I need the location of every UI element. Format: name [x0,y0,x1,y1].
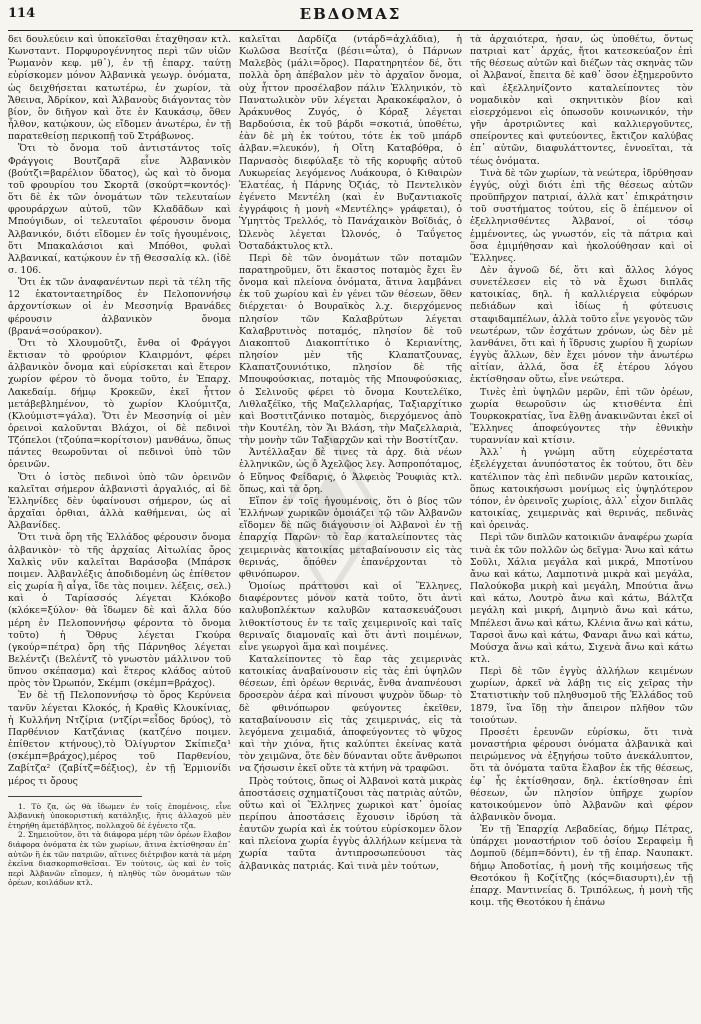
page-number: 114 [8,6,36,21]
paragraph: Ὅτι τινὰ ὄρη τῆς Ἑλλάδος φέρουσιν ὄνομα ἀλβανικὸν· τὸ τῆς ἀρχαίας Αἰτωλίας ὄρος Χαλκὶς νῦν καλεῖται Βαράσοβα (Μπάρσκ ποιμεν. Ἀλβανλέξις ἀποδιδομένη ὡς ἐπίθετον εἰς χωρία ἢ αἶγα, ἴδε τὰς ποιμεν. λέξεις, σελ.) καὶ ὁ Ταρίασσός λέγεται Κλόκοβο (κλόκε=ξύλον· θὰ ἴδωμεν δὲ καὶ ἄλλα δύο μέρη ἐν Πελοποννήσῳ φέροντα τὸ ὄνομα τοῦτο) ἡ Ὄθρυς λέγεται Γκούρα (γκούρ=πέτρα) ὄρη τῆς Πάρνηθος λέγεται Βελέντζι (Βελέντζ τὸ γνωστὸν μάλλινον τοῦ ὕπνου σκέπασμα) καὶ ἕτερος κλάδος αὐτοῦ πρὸς τὸν Ὠρωπόν, Σκέμπι (σκέμπ=βράχος). [8,532,231,690]
text-columns [8,34,693,1016]
paragraph: τὰ ἀρχαιότερα, ἦσαν, ὡς ὑποθέτω, ὄντως πατριαὶ κατ᾽ ἀρχάς, ἤτοι κατεσκεύαζον ἐπὶ τῆς θέσεως αὐτῶν καὶ διέζων τὰς σκηνὰς τῶν οἱ Ἀλβανοί, ἔπειτα δὲ καθ᾽ ὅσον ἐξημεροῦντο καὶ ἐξελληνίζοντο καταλείποντες τὸν νομαδικὸν καὶ σκηνιτικὸν βίον καὶ εἰσερχόμενοι εἰς ὁπωσοῦν κοινωνικόν, τὴν γῆν ἀροτριῶντες καὶ καλλιεργοῦντες, σπείροντες καὶ φυτεύοντες, ἔκτιζον καλύβας ἐπ᾽ αὐτῶν, διαφυλάττοντες, ἐννοεῖται, τὰ τέως ὀνόματα. [470,34,693,167]
page-header [8,4,693,31]
paragraph: Ὅτι ὁ ἰστὸς πεδινοὶ ὑπὸ τῶν ὀρεινῶν καλεῖται σήμερον ἀλβανιστὶ ἀργαλιός, αἱ δὲ Ἑλληνίδες δὲν ὑφαίνουσι σήμερον, ὡς αἱ ἀρχαῖαι ὀρθιαι, ἀλλὰ καθήμεναι, ὡς αἱ Ἀλβανίδες. [8,471,231,532]
paragraph: Ὅτι τὸ Χλουμοῦτζι, ἔνθα οἱ Φράγγοι ἔκτισαν τὸ φρούριον Κλαιρμόντ, φέρει ἀλβανικὸν ὄνομα καὶ εὑρίσκεται καὶ ἕτερον χωρίον φέρον τὸ ὄνομα τοῦτο, ἐν Ἐπαρχ. Λακεδαίμ. δήμῳ Κροκεῶν, ἐκεῖ ἦττον μετάβεβλημένον, τὸ χωρίον Κλούμιτζα, (Κλούμιστ=γάλα). Ὅτι ἐν Μεσσηνίᾳ οἱ μὲν ὀρεινοὶ καλοῦνται Βλάχοι, οἱ δὲ πεδινοὶ Τζόπελοι (τζούπα=κορίτσιον) μανθάνω, ὅπως πάντες θεωροῦνται οἱ πεδινοὶ ὑπὸ τῶν ὀρεινῶν. [8,337,231,471]
column-right [470,34,693,1016]
paragraph: καλεῖται Δαρδίζα (ντάρδ=ἀχλάδια), ἡ Κωλῶσα Βεσίτζα (βέσιι=ὦτα), ὁ Πάρνων Μαλεβὸς (μάλι=ὄρος). Παρατηρητέον δέ, ὅτι πολλὰ ὄρη ἀπέβαλον μὲν τὸ ἀρχαῖον ὄνομα, οὐχ ἧττον προσέλαβον πάλιν Ἑλληνικόν, τὸ Πανατωλικὸν νῦν λέγεται Ἀρακοκέφαλον, ὁ Ἀράκυνθος Ζυγός, ὁ Κόραξ λέγεται Βαρδούσια, ἐκ τοῦ βάρδι =σκοτιά, ὑποθέτω, ἐὰν δὲ μὴ ἐκ τούτου, τότε ἐκ τοῦ μπάρδ ἀλβαν.=λευκόν), ἡ Οἴτη Καταβόθρα, ὁ Παρνασὸς διεφύλαξε τὸ τῆς κορυφῆς αὐτοῦ Λυκωρείας λεγόμενος Λυάκουρα, ὁ Κιθαιρὼν Ἐλατέας, ἡ Πάρνης Ὀζιάς, τὸ Πεντελικὸν ἐγένετο Μεντέλη (καὶ ἐν Βυζαντιακοῖς ἐγγράφοις ἡ μονὴ «Μεντέλης» γράφεται), ὁ Ὑμηττὸς Τρελλός, τὸ Πανάχαικὸν Βοϊδιάς, ὁ Ὠλενὸς λέγεται Ὠλονός, ὁ Ταΰγετος Ὀσταδάκτυλος κτλ. [239,34,462,252]
paragraph: Περὶ δὲ τῶν ὀνομάτων τῶν ποταμῶν παρατηροῦμεν, ὅτι ἕκαστος ποταμὸς ἔχει ἓν ὄνομα καὶ πλείονα ὀνόματα, ἅτινα λαμβάνει ἐκ τοῦ χωρίου καὶ ἐν γένει τῶν θέσεων, ὅθεν διέρχεται· ὁ Βουραϊκὸς λ.χ. διερχόμενος πλησίον τῶν Καλαβρύτων λέγεται Καλαβρυτινὸς ποταμός, πλησίον δὲ τοῦ Διακοπτοῦ Διακοπτίτικο ὁ Κεριανίτης, πλησίον μὲν τῆς Κλαπατζουνας, Κλαπατζουνιότικο, πλησίον δὲ τῆς Μπουφούσκιας, ποταμὸς τῆς Μπουφούσκιας, ὁ Σελινοῦς φέρει τὸ ὄνομα Κουτελέϊκο, Λιθλαξέϊκο, τῆς Μαζελλαρήας, Ταξιαρχίτικο καὶ Βοστιτζάνικο ποταμὸς, διερχόμενος ἀπὸ τὴν Κουτέλη, τὸν Ἅι Βλάση, τὴν Μαζελλαριὰ, τὴν μονὴν τῶν Ταξιαρχῶν καὶ τὴν Βοστίτζαν. [239,252,462,447]
paragraph: Ἐν τῇ Ἐπαρχίᾳ Λεβαδείας, δήμῳ Πέτρας, ὑπάρχει μοναστήριον τοῦ ὁσίου Σεραφεὶμ ἢ Δομποῦ (δέμπ=δόντι), ἐν τῇ ἐπαρ. Ναυπακτ. δήμῳ Ἀποδοτίας, ἡ μονὴ τῆς κοιμήσεως τῆς Θεοτόκου ἢ Κοζίτζης (κός=διασυρτι),ἐν τῇ ἐπαρχ. Μαντινείας δ. Τριπόλεως, ἡ μονὴ τῆς κοιμ. τῆς Θεοτόκου ἡ ἐπάνω [470,824,693,909]
paragraph: Τινὰ δὲ τῶν χωρίων, τὰ νεώτερα, ἱδρύθησαν ἐγγύς, οὐχὶ διότι ἐπὶ τῆς θέσεως αὐτῶν προϋπῆρχον πατριαί, ἀλλὰ κατ᾽ ἐπικράτησιν τοῦ συστήματος τούτου, εἰς ὃ ἐπέμενον οἱ ἐξελληνισθέντες Ἀλβανοί, οἱ τόσῳ ἐμμένοντες, ὡς γνωστόν, εἰς τὰ πάτρια καὶ ὅσα ἐμιμήθησαν καὶ ἠκολούθησαν καὶ οἱ Ἕλληνες. [470,167,693,264]
paragraph: Εἴπον ἐν τοῖς ἡγουμένοις, ὅτι ὁ βίος τῶν Ἑλλήνων χωρικῶν ὁμοιάζει τῷ τῶν Ἀλβανῶν εἴδομεν δὲ πῶς διάγουσιν οἱ Ἀλβανοὶ ἐν τῇ ἐπαρχίᾳ Παρῶν· τὸ ἔαρ καταλείποντες τὰς χειμερινὰς κατοικίας μεταβαίνουσιν εἰς τὰς θερινάς, ὁπόθεν ἐπανέρχονται τὸ φθινόπωρον. [239,495,462,580]
paragraph: Περὶ δὲ τῶν ἐγγὺς ἀλλήλων κειμένων χωρίων, ἀρκεῖ νὰ λάβῃ τις εἰς χεῖρας τὴν Στατιστικὴν τοῦ πληθυσμοῦ τῆς Ἑλλάδος τοῦ 1879, ἵνα ἴδῃ τὴν ἄπειρον πλῆθον τῶν τοιούτων. [470,666,693,726]
paragraph: Ἀλλ᾽ ἡ γνώμη αὕτη εὐχερέστατα ἐξελέγχεται ἀνυπόστατος ἐκ τούτου, ὅτι δὲν κατέλιπον τὰς ἐπὶ πεδινῶν μερῶν κατοικίας, ὅπως κατοικήσωσι μονίμως εἰς ὑψηλότερον τόπον, ἐν ὀρεινοῖς χωρίοις, ἀλλ᾽ εἶχον διπλᾶς κατοικίας, χειμερινὰς καὶ θερινάς, πεδινὰς καὶ ὀρεινάς. [470,447,693,532]
paragraph: Ὅτι ἐκ τῶν ἀναφανέντων περὶ τὰ τέλη τῆς 12 ἑκατονταετηρίδος ἐν Πελοποννήσῳ ἀρχοντίσκων οἱ ἐν Μεσσηνίᾳ Βρανάδες φέρουσιν ἀλβανικὸν ὄνομα (βρανά=σούρακον). [8,277,231,337]
paragraph: Δὲν ἀγνοῶ δέ, ὅτι καὶ ἄλλος λόγος συνετέλεσεν εἰς τὸ νὰ ἔχωσι διπλᾶς κατοικίας, δηλ. ἡ καλλιέργεια εὐφόρων πεδιάδων καὶ ἰδίως ἡ φύτευσις σταφιδαμπέλων, ἀλλὰ τοῦτο εἶνε γεγονὸς τῶν νεωτέρων, τῶν ἐσχάτων χρόνων, ὡς δὲν μὲ λανθάνει, ὅτι καὶ ἡ ἵδρυσις χωρίου ἢ χωρίων ἐγγὺς ἄλλων, δὲν ἔχει μόνον τὴν ἀνωτέρω αἰτίαν, ἀλλά, ὅσα ἐξ ἑτέρου λόγου ἐκτίσθησαν οὕτω, εἶνε νεώτερα. [470,264,693,386]
column-middle [239,34,462,1016]
paragraph: Ἐν δὲ τῇ Πελοποννήσῳ τὸ ὄρος Κερύνεια τανῦν λέγεται Κλοκός, ἡ Κραθὶς Κλουκίνιας, ἡ Κυλλήνη Ντζίρια (ντζίρι=εἶδος δρύος), τὸ Παρθένιον Κατζάνιας (κατζένο ποιμεν. ἐπίθετον κτήνους),τὸ Ὀλίγυρτον Σκίπιεζα¹ (σκέμπ=βράχος),μέρος τοῦ Παρθενίου, Ζαβίτζα² (ζαβίτζ=δέξιος), ἐν τῇ Ἑρμιονίδι μέρος τι ὄρους [8,690,231,787]
journal-title: ΕΒΔΟΜΑΣ [299,5,402,23]
paragraph: Καταλείποντες τὸ ἔαρ τὰς χειμερινὰς κατοικίας ἀναβαίνουσιν εἰς τὰς ἐπὶ ὑψηλῶν θέσεων, ἐπὶ ὀρέων θερινάς, ἔνθα ἀναπνέουσι δροσερὸν ἀέρα καὶ πίνουσι ψυχρὸν ὕδωρ· τὸ δὲ φθινόπωρον φεύγοντες ἐκεῖθεν, καταβαίνουσιν εἰς τὰς χειμερινάς, εἰς τὰ λεγόμενα χειμαδιά, ἀποφεύγοντες τὸ ψῦχος καὶ τὴν χιόνα, ἥτις καλύπτει ἐκείνας κατὰ τὸν χειμῶνα, ὅτε δὲν δύνανται οὔτε ἄνθρωποι να ζήσωσιν ἐκεῖ οὔτε τὰ κτήνη νὰ τραφῶσι. [239,653,462,775]
paragraph: Περὶ τῶν διπλῶν κατοικιῶν ἀναφέρω χωρία τινὰ ἐκ τῶν πολλῶν ὡς δεῖγμα· Ἄνω καὶ κάτω Σοῦλι, Χάλια μεγάλα καὶ μικρά, Μποτίνου ἄνω καὶ κάτω, Λαμποτινὰ μικρὰ καὶ μεγάλα, Παλούκοβα μικρὴ καὶ μεγάλη, Μπούτια ἄνω καὶ κάτω, Λουτρὸ ἄνω καὶ κάτω, Βάλτζα μεγάλη καὶ μικρή, Διμηνιὸ ἄνω καὶ κάτω, Μπέλεσι ἄνω καὶ κάτω, Κλένια ἄνω καὶ κάτω, Ταρσοὶ ἄνω καὶ κάτω, Φαναρι ἄνω καὶ κάτω, Μούσχα ἄνω καὶ κάτω, Σιχενὰ ἄνω καὶ κάτω κτλ. [470,532,693,665]
paragraph: Ὁμοίως πράττουσι καὶ οἱ Ἕλληνες, διαφέροντες μόνον κατὰ τοῦτο, ὅτι ἀντὶ καλυβοπλέκτων καλυβῶν κατασκευάζουσι λιθοκτίστους ἐν τε ταῖς χειμερινοῖς καὶ ταῖς θεριναῖς διαμοναῖς καὶ ὅτι ἀντὶ ποιμένων, εἶνε γεωργοὶ ἅμα καὶ ποιμένες. [239,581,462,653]
column-left [8,34,231,1016]
paragraph: Ἀντέλλαξαν δὲ τινες τὰ ἀρχ. διὰ νέων ἑλληνικῶν, ὡς ὁ Ἀχελῷος λεγ. Ἀσπροπόταμος, ὁ Εὔηνος Φείδαρις, ὁ Ἀλφειὸς Ῥουφιὰς κτλ. ὅπως, καὶ τὰ ὄρη. [239,447,462,495]
paragraph: Ὅτι τὸ ὄνομα τοῦ ἀντιστάντος τοῖς Φράγγοις Βουτζαρᾶ εἶνε Ἀλβανικὸν (βούτζι=βαρέλιον ὕδατος), ὡς καὶ τὸ ὄνομα τοῦ φρουρίου του Σκορτᾶ (σκούρτ=κοντός)· ὅτι δὲ ἐκ τῶν ὀνομάτων τῶν τελευταίων φρουράρχων αὐτοῦ, τῶν Κλαδᾶδων καὶ Μπούγιδων, οἱ τελευταῖοι φέρουσιν ὄνομα Ἀλβανικόν, διότι εἴδομεν ἐν τοῖς ἡγουμένοις, ὅτι Μπακαλάσιοι καὶ Μπόθοι, φυλαὶ Ἀλβανικαί, κατῴκουν ἐν τῇ Θεσσαλίᾳ κλ. (ἰδὲ σ. 106. [8,143,231,276]
footnote-divider [8,796,142,797]
footnote: 2. Σημειοῦτον, ὅτι τὰ διάφορα μέρη τῶν ὀρέων ἔλαβον διάφορα ὀνόματα ἐκ τῶν χωρίων, ἅτινα ἐκτίσθησαν ἐπ᾽ αὐτῶν ἢ ἐκ τῶν πατριῶν, αἵτινες διέτριβον κατὰ τὰ μέρη ἐκεῖνα διασκορπισθεῖσαι. Ἐν τούτοις, ὡς καὶ ἐν τοῖς περὶ Ἀλβανῶν εἴπομεν, ἡ πληθὺς τῶν ὀνομάτων τῶν ὀρέων, κοιλάδων κτλ. [8,830,231,888]
paragraph: Τινὲς ἐπὶ ὑψηλῶν μερῶν, ἐπὶ τῶν ὀρέων, χωρία θεωροῦσιν ὡς κτισθέντα ἐπὶ Τουρκοκρατίας, ἵνα ἔλθῃ ἀνακινῶνται ἐκεῖ οἱ Ἕλληνες ἀποφεύγοντες τὴν ἐθνικὴν τυραννίαν καὶ κτίσιν. [470,386,693,447]
footnote: 1. Τὸ ζα, ὡς θὰ ἴδωμεν ἐν τοῖς ἑπομένοις, εἶνε Ἀλβανικὴ ὑποκοριστικὴ κατάληξις, ἥτις ἀλλαχοῦ μὲν ἐτηρήθη ἀμετάβλητος, πολλαχοῦ δὲ ἐγένετο τζα. [8,801,231,830]
paragraph: Πρὸς τούτοις, ὅπως οἱ Ἀλβανοὶ κατὰ μικρὰς ἀποστάσεις σχηματίζουσι τὰς πατριὰς αὐτῶν, οὕτω καὶ οἱ Ἕλληνες χωρικοὶ κατ᾽ ὁμοίας περίπου ἀποστάσεις ἔχουσιν ἱδρύση τὰ ἑαυτῶν χωρία καὶ ἐκ τούτου εὑρίσκομεν ὅλον καὶ πλείονα χωρία ἐγγὺς ἀλλήλων κείμενα τὰ χωρία ταῦτα ἀντιπροσωπεύουσι τὰς ἀλβανικὰς πατριάς. Καὶ τινὰ μὲν τούτων, [239,775,462,872]
paragraph: Προσέτι ἐρευνῶν εὑρίσκω, ὅτι τινὰ μοναστήρια φέρουσι ὀνόματα ἀλβανικὰ καὶ πειρώμενος νὰ ἐξηγήσω τοῦτο ἀνεκάλυπτον, ὅτι τὰ ὀνόματα ταῦτα ἔλαβον ἐκ τῆς θέσεως, ἐφ᾽ ἧς ἐκτίσθησαν, δηλ. ἐκτίσθησαν ἐπὶ θέσεων, ὧν πλησίον ὑπῆρχε χωρίον κατοικούμενον ὑπὸ Ἀλβανῶν καὶ φέρον ἀλβανικὸν ὄνομα. [470,726,693,823]
paragraph: δει δουλεύειν καὶ ὑποκεῖσθαι ἐταχθησαν κτλ. Κωνσταντ. Πορφυρογέννητος περὶ τῶν υἱῶν Ῥωμανὸν κεφ. μθ᾽), ἐν τῇ ἐπαρχ. ταύτῃ εὑρίσκομεν μόνον Ἀλβανικὰ γεωγρ. ὀνόματα, ὡς δειχθήσεται κατωτέρω, ἐν χωρίον, τὰ Ἄθεινα, Ἀδρίκον, καὶ Ἀλβανοὺς διάγοντας τὸν βίον, ὃν διῆγον καὶ ὅτε ἐν Καυκάσῳ, ὅθεν ἦλθον, κατῴκουν, ὡς εἴδομεν ἀνωτέρω, ἐν τῇ παρατεθείσῃ περικοπῇ τοῦ Στράβωνος. [8,34,231,143]
